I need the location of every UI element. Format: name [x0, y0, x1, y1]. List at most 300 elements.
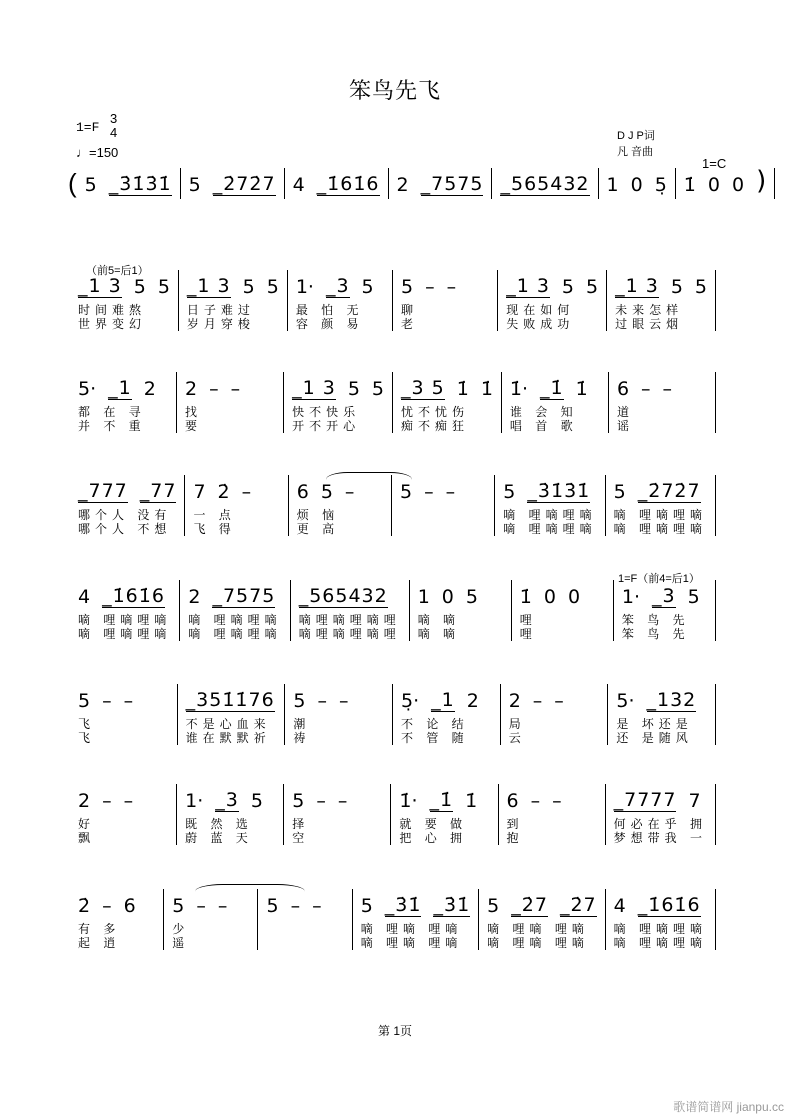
- lyric-verse-1: 飞: [78, 717, 96, 731]
- notes: [616, 684, 707, 712]
- note-group: 5: [320, 481, 333, 503]
- note-group: _3: [215, 789, 239, 811]
- measure: [479, 889, 605, 950]
- lyric-verse-1: 择: [292, 817, 310, 831]
- note-group: –: [445, 481, 456, 503]
- note-group: 1̇: [456, 378, 469, 400]
- lyric-verse-1: 未来怎样: [615, 303, 684, 317]
- note-group: –: [317, 690, 327, 712]
- notes: [78, 684, 169, 712]
- lyric-verse-2: 嘀 哩嘀 哩嘀: [360, 936, 463, 950]
- credits: [617, 128, 655, 160]
- note-group: 7: [688, 790, 701, 812]
- note-group: 5: [360, 895, 373, 917]
- note-group: 1·: [621, 586, 641, 608]
- note-group: 5: [347, 378, 360, 400]
- note-group: _3 5: [401, 377, 445, 399]
- notes: [400, 475, 486, 503]
- lyric-verse-1: 嘀 哩嘀哩嘀: [613, 508, 707, 522]
- notes: [500, 168, 589, 196]
- lyric-verse-1: 找: [185, 405, 203, 419]
- note-group: 2: [396, 174, 409, 196]
- note-group: _77: [139, 480, 177, 502]
- note-group: –: [209, 378, 219, 400]
- measure: [180, 580, 290, 641]
- lyric-verse-2: 嘀 哩嘀哩嘀: [78, 627, 172, 641]
- note-group: _1̇61̇6: [637, 894, 701, 916]
- note-group: –: [230, 378, 241, 400]
- measure: [285, 684, 393, 745]
- note-group: –: [662, 378, 673, 400]
- notes: [193, 475, 279, 503]
- lyric-verse-1: 嘀 哩嘀哩嘀: [613, 922, 707, 936]
- tempo-marking: [76, 145, 118, 160]
- note-group: _1 3: [292, 377, 336, 399]
- note-group: _2̇7: [559, 894, 597, 916]
- staff-row: [70, 270, 716, 331]
- notes: [614, 784, 707, 812]
- notes: [614, 475, 707, 503]
- note-group: 5: [266, 895, 279, 917]
- lyric-verse-1: 快不快乐: [292, 405, 361, 419]
- note-group: 0: [567, 586, 581, 608]
- note-group: _2̇72̇7: [637, 480, 701, 502]
- note-group: –: [641, 378, 651, 400]
- notes: [509, 684, 600, 712]
- note-group: 6: [123, 895, 136, 917]
- measure: [502, 372, 609, 433]
- note-group: _7777: [613, 789, 677, 811]
- lyric-verse-1: 不 论 结: [401, 717, 469, 731]
- notes: [78, 270, 170, 298]
- measure: [498, 270, 607, 331]
- measure: [606, 889, 716, 950]
- note-group: 5: [133, 276, 146, 298]
- tempo-value: =150: [89, 145, 119, 160]
- measure: [178, 684, 286, 745]
- annotation-transposition-2: 1=F（前4=后1）: [618, 573, 700, 585]
- lyric-verse-2: 嘀 哩嘀哩嘀: [188, 627, 282, 641]
- notes: [622, 580, 707, 608]
- measure: [291, 580, 410, 641]
- measure: [392, 475, 495, 536]
- lyric-verse-1: 少: [172, 922, 190, 936]
- lyric-verse-2: 不 管 随: [401, 731, 469, 745]
- note-group: –: [552, 790, 562, 812]
- note-group: 5: [586, 276, 599, 298]
- lyric-verse-1: 不是心血来: [185, 717, 271, 731]
- staff-row: [70, 372, 716, 433]
- song-title: 笨鸟先飞: [348, 78, 441, 103]
- lyric-verse-1: 潮: [293, 717, 311, 731]
- note-group: 4: [613, 895, 626, 917]
- lyric-verse-2: 祷: [293, 731, 311, 745]
- note-group: –: [425, 276, 435, 298]
- note-group: –: [532, 690, 543, 712]
- measure: [492, 168, 598, 199]
- notes: [506, 270, 598, 298]
- note-group: 5: [157, 276, 170, 298]
- notes: [85, 168, 172, 196]
- notes: [401, 270, 489, 298]
- note-group: _2̇72̇7: [212, 173, 276, 195]
- lyric-verse-2: 空: [292, 831, 310, 845]
- time-bottom: 4: [110, 125, 118, 140]
- note-group: 1: [606, 174, 619, 196]
- staff-row: [70, 580, 716, 641]
- lyric-verse-2: 嘀 哩嘀 哩嘀: [487, 936, 589, 950]
- measure: [606, 784, 716, 845]
- notes: [510, 372, 600, 400]
- notes: [78, 580, 171, 608]
- note-group: –: [217, 895, 228, 917]
- note-group: 2: [188, 586, 201, 608]
- note-group: 2: [185, 378, 198, 400]
- notes: [520, 580, 605, 608]
- measure: [70, 372, 177, 433]
- notes: [185, 784, 275, 812]
- note-group: _565432: [500, 173, 590, 195]
- lyric-verse-2: 嘀 哩嘀哩嘀: [503, 522, 597, 536]
- lyric-verse-2: 谁在默默祈: [185, 731, 271, 745]
- note-group: 5: [293, 690, 306, 712]
- lyric-verse-1: 嘀哩嘀哩嘀哩: [298, 613, 401, 627]
- note-group: 5·: [78, 378, 97, 400]
- lyric-verse-2: 嘀哩嘀哩嘀哩: [298, 627, 401, 641]
- lyric-verse-2: 痴不痴狂: [401, 419, 470, 433]
- note-group: 6: [616, 378, 630, 400]
- note-group: 1̇: [683, 174, 696, 196]
- lyric-verse-1: 烦 恼: [296, 508, 340, 522]
- note-group: 5: [561, 276, 574, 298]
- note-group: 1̇·: [399, 790, 418, 812]
- note-group: _1: [108, 377, 132, 399]
- measure: [70, 889, 164, 950]
- page-number: 第 1页: [377, 1024, 412, 1038]
- lyric-verse-1: 日子难过: [186, 303, 255, 317]
- notes: [189, 168, 276, 196]
- note-group: 1̇: [480, 378, 493, 400]
- lyric-verse-1: 嘀 哩嘀 哩嘀: [487, 922, 589, 936]
- lyric-verse-1: 现在如何: [506, 303, 575, 317]
- lyric-verse-2: 并 不 重: [78, 419, 146, 433]
- measure: [185, 475, 288, 536]
- note-group: 2̇: [217, 481, 230, 503]
- notes: [292, 372, 384, 400]
- lyric-verse-1: 嘀 哩嘀哩嘀: [188, 613, 282, 627]
- note-group: 5: [371, 378, 384, 400]
- note-group: 5: [487, 895, 500, 917]
- notes: [188, 580, 281, 608]
- note-group: _3̇1̇: [384, 894, 422, 916]
- staff-row: [70, 889, 716, 950]
- measure: [70, 270, 179, 331]
- note-group: 5: [400, 481, 413, 503]
- lyric-verse-2: 飘: [78, 831, 96, 845]
- note-group: 5: [361, 276, 374, 298]
- note-group: –: [102, 895, 112, 917]
- note-group: 5̣: [654, 174, 667, 196]
- lyric-verse-1: 哪个人 没有: [78, 508, 172, 522]
- note-group: 5: [401, 276, 414, 298]
- lyric-verse-2: 容 颜 易: [295, 317, 364, 331]
- lyric-verse-1: 嘀 哩嘀哩嘀: [503, 508, 597, 522]
- note-group: 5: [670, 276, 683, 298]
- lyric-verse-1: 是 坏还是: [616, 717, 693, 731]
- note-group: _3: [652, 585, 676, 607]
- lyric-verse-2: 哩: [519, 627, 537, 641]
- note-group: 0: [731, 174, 745, 196]
- lyric-verse-1: 到: [506, 817, 524, 831]
- composer: 凡 音曲: [617, 146, 654, 158]
- note-group: –: [102, 790, 112, 812]
- measure: [607, 270, 716, 331]
- note-group: 5̣·: [401, 690, 420, 712]
- lyric-verse-1: 有 多: [78, 922, 121, 936]
- lyric-verse-2: 世界变幻: [78, 317, 147, 331]
- lyric-verse-1: 嘀 嘀: [417, 613, 461, 627]
- lyric-verse-1: 嘀 哩嘀哩嘀: [78, 613, 172, 627]
- note-group: 1̇: [519, 586, 532, 608]
- modulation-c: 1=C: [702, 156, 727, 171]
- note-group: 5: [172, 895, 185, 917]
- lyric-verse-2: 起 逍: [78, 936, 121, 950]
- note-group: 1̇: [575, 378, 588, 400]
- measure: [284, 372, 393, 433]
- notes: [78, 372, 168, 400]
- note-group: 1̇·: [509, 378, 529, 400]
- notes: [293, 168, 380, 196]
- lyric-verse-1: 道: [616, 405, 634, 419]
- measure: [285, 168, 389, 199]
- measure: [609, 372, 716, 433]
- note-group: 1: [417, 586, 430, 608]
- notes: [507, 784, 597, 812]
- note-group: _1̇: [540, 377, 564, 399]
- measure: [70, 784, 177, 845]
- intro-staff: [68, 166, 767, 199]
- note-group: –: [338, 690, 349, 712]
- lyric-verse-2: 更 高: [296, 522, 340, 536]
- measure: [70, 684, 178, 745]
- note-group: 2: [78, 790, 91, 812]
- notes: [397, 168, 484, 196]
- note-group: –: [316, 790, 326, 812]
- note-group: _1: [431, 689, 455, 711]
- measure: [393, 684, 501, 745]
- note-group: _1 3: [78, 275, 122, 297]
- notes: [607, 168, 667, 196]
- measure: [614, 580, 716, 641]
- time-signature: [110, 112, 117, 140]
- note-group: 5·: [616, 690, 635, 712]
- lyricist: D J P词: [617, 130, 655, 142]
- note-group: 0: [543, 586, 556, 608]
- measure: [393, 372, 502, 433]
- measure: [179, 270, 288, 331]
- note-group: –: [241, 481, 252, 503]
- lyric-verse-1: 何必在乎 拥: [613, 817, 707, 831]
- measure: [177, 372, 284, 433]
- note-group: _1 3: [615, 275, 659, 297]
- measure: [599, 168, 676, 199]
- notes: [186, 684, 277, 712]
- lyric-verse-2: 嘀 哩嘀哩嘀: [613, 936, 707, 950]
- note-group: _1 3: [186, 275, 231, 297]
- measure: [181, 168, 285, 199]
- lyric-verse-1: 最 怕 无: [295, 303, 364, 317]
- lyric-verse-2: 开不开心: [292, 419, 361, 433]
- notes: [617, 372, 707, 400]
- notes: [418, 580, 503, 608]
- notes: [399, 784, 489, 812]
- note-group: 1·: [295, 276, 314, 298]
- notes: [614, 889, 707, 917]
- note-group: _565432: [298, 585, 388, 607]
- note-group: 5: [266, 276, 279, 298]
- measure: [501, 684, 609, 745]
- note-group: 5: [250, 790, 263, 812]
- note-group: 5: [694, 276, 707, 298]
- note-group: _351̇1̇76: [185, 689, 275, 711]
- lyric-verse-1: 笨 鸟 先: [621, 613, 690, 627]
- notes: [296, 270, 384, 298]
- note-group: 5: [242, 276, 255, 298]
- notes: [503, 475, 596, 503]
- lyric-verse-2: 失败成功: [506, 317, 575, 331]
- close-paren: ): [756, 166, 767, 196]
- lyric-verse-2: 梦想带我 一: [613, 831, 707, 845]
- notes: [292, 784, 382, 812]
- note-group: _7575: [420, 173, 484, 195]
- note-group: _2̇7: [511, 894, 548, 916]
- notes: [78, 889, 155, 917]
- note-group: 5: [613, 481, 626, 503]
- lyric-verse-1: 哩: [519, 613, 537, 627]
- lyric-verse-2: 飞: [78, 731, 96, 745]
- note-group: 1̇: [465, 790, 478, 812]
- lyric-verse-2: 飞 得: [193, 522, 236, 536]
- lyric-verse-2: 蔚 蓝 天: [185, 831, 253, 845]
- note-group: 5: [84, 174, 97, 196]
- note-group: 5: [78, 690, 91, 712]
- lyric-verse-2: 笨 鸟 先: [621, 627, 690, 641]
- tie-slur: [195, 884, 305, 899]
- note-group: 4: [78, 586, 91, 608]
- notes: [487, 889, 596, 917]
- note-group: –: [554, 690, 564, 712]
- note-group: 0: [630, 174, 643, 196]
- notes: [361, 889, 470, 917]
- note-group: _1̇61̇6: [102, 585, 165, 607]
- note-group: 0: [441, 586, 454, 608]
- note-group: _1̇61̇6: [316, 173, 380, 195]
- open-repeat-paren: (: [68, 168, 77, 198]
- watermark: 歌谱简谱网 jianpu.cc: [673, 1100, 784, 1114]
- notes: [684, 168, 766, 196]
- measure: [284, 784, 391, 845]
- measure: [495, 475, 605, 536]
- lyric-verse-2: 唱 首 歌: [509, 419, 578, 433]
- lyric-verse-2: 还 是随风: [616, 731, 693, 745]
- note-group: 4: [292, 174, 305, 196]
- measure: [676, 168, 775, 199]
- quarter-note-icon: ♩: [76, 145, 89, 160]
- lyric-verse-2: 遥: [172, 936, 190, 950]
- lyric-verse-1: 就 要 做: [399, 817, 468, 831]
- lyric-verse-2: 老: [401, 317, 419, 331]
- note-group: 2: [466, 690, 479, 712]
- measure: [393, 270, 498, 331]
- lyric-verse-2: 抱: [506, 831, 524, 845]
- notes: [299, 580, 401, 608]
- note-group: –: [196, 895, 206, 917]
- note-group: –: [290, 895, 301, 917]
- note-group: 2̇: [78, 895, 91, 917]
- lyric-verse-1: 好: [78, 817, 96, 831]
- note-group: _1̇: [429, 789, 454, 811]
- lyric-verse-2: 哪个人 不想: [78, 522, 172, 536]
- note-group: –: [337, 790, 348, 812]
- note-group: _3̇1̇3̇1̇: [527, 480, 591, 502]
- key-signature: 1=F: [76, 120, 100, 135]
- note-group: 1·: [185, 790, 204, 812]
- lyric-verse-1: 时间难熬: [78, 303, 147, 317]
- note-group: –: [424, 481, 434, 503]
- lyric-verse-1: 都 在 寻: [78, 405, 146, 419]
- lyric-verse-2: 嘀 嘀: [417, 627, 461, 641]
- note-group: _3: [325, 275, 350, 297]
- note-group: –: [123, 690, 134, 712]
- note-group: –: [344, 481, 355, 503]
- note-group: _7575: [212, 585, 276, 607]
- note-group: _3̇1̇3̇1̇: [108, 173, 172, 195]
- note-group: _777: [78, 480, 128, 502]
- measure: [410, 580, 512, 641]
- note-group: 0: [707, 174, 720, 196]
- staff-row: [70, 684, 716, 745]
- lyric-verse-1: 局: [508, 717, 526, 731]
- lyric-verse-2: 把 心 拥: [399, 831, 468, 845]
- measure: [70, 580, 180, 641]
- lyric-verse-2: 要: [185, 419, 203, 433]
- note-group: _1 3: [506, 275, 550, 297]
- measure: [499, 784, 606, 845]
- notes: [401, 684, 492, 712]
- note-group: 5: [188, 174, 201, 196]
- note-group: 2: [143, 378, 156, 400]
- lyric-verse-1: 聊: [401, 303, 419, 317]
- measure: [608, 684, 716, 745]
- notes: [401, 372, 493, 400]
- note-group: –: [123, 790, 134, 812]
- note-group: –: [102, 690, 112, 712]
- measure: [70, 475, 185, 536]
- annotation-transposition-1: （前5=后1）: [86, 265, 149, 277]
- measure: [389, 168, 493, 199]
- note-group: –: [312, 895, 322, 917]
- note-group: 2: [508, 690, 521, 712]
- note-group: –: [446, 276, 457, 298]
- lyric-verse-1: 谁 会 知: [509, 405, 578, 419]
- note-group: 7: [193, 481, 206, 503]
- note-group: 5: [503, 481, 516, 503]
- lyric-verse-2: 云: [508, 731, 526, 745]
- note-group: 6: [506, 790, 519, 812]
- note-group: 5: [687, 586, 700, 608]
- notes: [185, 372, 275, 400]
- note-group: _132: [646, 689, 697, 711]
